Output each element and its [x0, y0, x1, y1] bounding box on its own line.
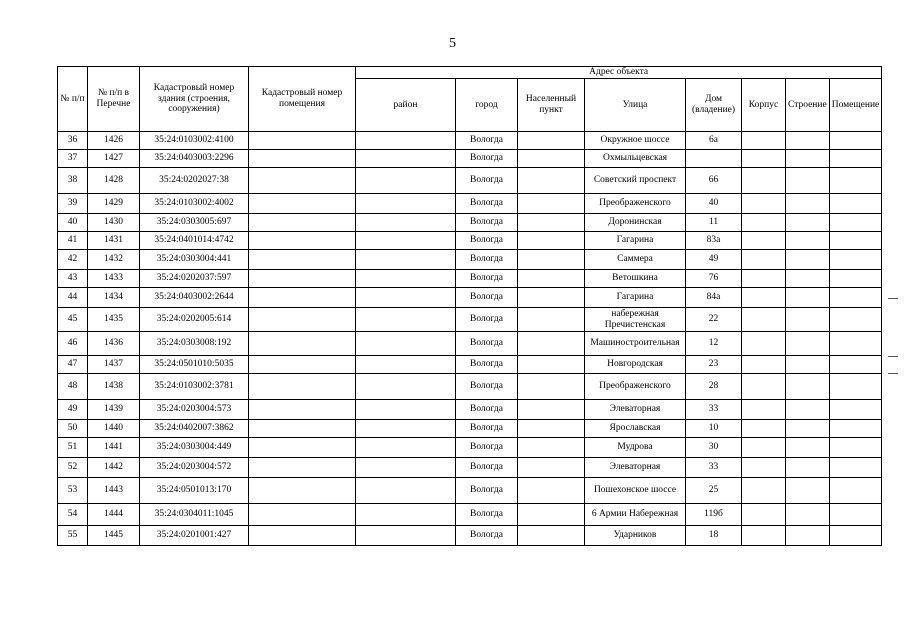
cell-settlement [518, 504, 585, 526]
cell-building [786, 478, 830, 504]
cell-list-num: 1435 [88, 308, 140, 332]
cell-num: 47 [58, 356, 88, 374]
cell-settlement [518, 458, 585, 478]
cell-building [786, 526, 830, 546]
cell-premises [829, 232, 882, 250]
cell-street: Преображенского [585, 194, 686, 214]
table-row [58, 250, 882, 270]
header-building: Строение [786, 78, 830, 131]
cell-street: Охмыльцевская [585, 150, 686, 168]
cell-building [786, 214, 830, 232]
cell-list-num: 1443 [88, 478, 140, 504]
cell-cad-number: 35:24:0103002:4100 [140, 132, 249, 150]
header-settlement: Населенный пункт [518, 78, 585, 131]
cell-num: 37 [58, 150, 88, 168]
cell-house: 33 [686, 458, 742, 478]
cell-cad-room [249, 214, 356, 232]
cell-district [356, 250, 456, 270]
cell-settlement [518, 150, 585, 168]
cell-num: 46 [58, 332, 88, 356]
cell-cad-room [249, 308, 356, 332]
cell-cad-number: 35:24:0303008:192 [140, 332, 249, 356]
cell-district [356, 168, 456, 194]
cell-city: Вологда [456, 374, 518, 400]
cell-list-num: 1437 [88, 356, 140, 374]
cell-korpus [742, 250, 786, 270]
cell-korpus [742, 308, 786, 332]
cell-street: Ветошкина [585, 270, 686, 288]
cell-house: 49 [686, 250, 742, 270]
cell-house: 83а [686, 232, 742, 250]
table-body [58, 132, 882, 546]
cell-house: 28 [686, 374, 742, 400]
cell-street: Пошехонское шоссе [585, 478, 686, 504]
cell-settlement [518, 420, 585, 438]
cell-cad-number: 35:24:0401014:4742 [140, 232, 249, 250]
cell-korpus [742, 458, 786, 478]
cell-settlement [518, 232, 585, 250]
cell-premises [829, 270, 882, 288]
cell-district [356, 270, 456, 288]
table-row [58, 308, 882, 332]
cell-settlement [518, 356, 585, 374]
cell-street: Саммера [585, 250, 686, 270]
cell-street: Мудрова [585, 438, 686, 458]
cell-list-num: 1445 [88, 526, 140, 546]
cell-settlement [518, 478, 585, 504]
cell-house: 119б [686, 504, 742, 526]
cell-cad-room [249, 168, 356, 194]
cell-city: Вологда [456, 270, 518, 288]
cell-city: Вологда [456, 168, 518, 194]
cell-district [356, 132, 456, 150]
cell-num: 42 [58, 250, 88, 270]
cell-korpus [742, 356, 786, 374]
cell-korpus [742, 150, 786, 168]
cell-cad-room [249, 458, 356, 478]
cell-list-num: 1432 [88, 250, 140, 270]
cell-street: Машиностроительная [585, 332, 686, 356]
cell-city: Вологда [456, 332, 518, 356]
cell-premises [829, 308, 882, 332]
cell-korpus [742, 194, 786, 214]
cell-num: 48 [58, 374, 88, 400]
cell-cad-room [249, 504, 356, 526]
cell-house: 84а [686, 288, 742, 308]
cell-street: Гагарина [585, 288, 686, 308]
table-row [58, 150, 882, 168]
cell-cad-number: 35:24:0103002:3781 [140, 374, 249, 400]
cell-korpus [742, 400, 786, 420]
cell-list-num: 1426 [88, 132, 140, 150]
cell-house: 18 [686, 526, 742, 546]
table-header [58, 67, 882, 132]
cell-district [356, 332, 456, 356]
cell-street: 6 Армии Набережная [585, 504, 686, 526]
cell-premises [829, 332, 882, 356]
cell-num: 43 [58, 270, 88, 288]
cell-city: Вологда [456, 458, 518, 478]
cell-list-num: 1438 [88, 374, 140, 400]
cell-premises [829, 150, 882, 168]
cell-cad-number: 35:24:0202005:614 [140, 308, 249, 332]
cell-settlement [518, 250, 585, 270]
cell-city: Вологда [456, 132, 518, 150]
cell-city: Вологда [456, 288, 518, 308]
cell-district [356, 150, 456, 168]
scan-artifact [888, 298, 898, 299]
cell-cad-number: 35:24:0203004:572 [140, 458, 249, 478]
cell-district [356, 420, 456, 438]
cell-building [786, 356, 830, 374]
cell-num: 40 [58, 214, 88, 232]
cell-building [786, 332, 830, 356]
cell-cad-room [249, 250, 356, 270]
cell-settlement [518, 400, 585, 420]
cell-list-num: 1440 [88, 420, 140, 438]
cell-num: 50 [58, 420, 88, 438]
cell-house: 66 [686, 168, 742, 194]
cell-building [786, 250, 830, 270]
cell-street: Ярославская [585, 420, 686, 438]
cell-premises [829, 168, 882, 194]
cell-building [786, 504, 830, 526]
cell-premises [829, 214, 882, 232]
cell-cad-room [249, 132, 356, 150]
cell-list-num: 1444 [88, 504, 140, 526]
cell-korpus [742, 332, 786, 356]
cell-cad-room [249, 232, 356, 250]
cell-cad-room [249, 194, 356, 214]
cell-district [356, 288, 456, 308]
cell-cad-number: 35:24:0203004:573 [140, 400, 249, 420]
table-row [58, 438, 882, 458]
cell-num: 51 [58, 438, 88, 458]
header-street: Улица [585, 78, 686, 131]
cell-street: Элеваторная [585, 400, 686, 420]
scan-artifact [888, 373, 898, 374]
cell-list-num: 1428 [88, 168, 140, 194]
cell-num: 36 [58, 132, 88, 150]
cell-house: 10 [686, 420, 742, 438]
cell-building [786, 288, 830, 308]
cell-building [786, 400, 830, 420]
cell-korpus [742, 168, 786, 194]
table-row [58, 400, 882, 420]
cell-city: Вологда [456, 250, 518, 270]
cell-city: Вологда [456, 356, 518, 374]
cell-house: 33 [686, 400, 742, 420]
table-row [58, 194, 882, 214]
cell-city: Вологда [456, 526, 518, 546]
cell-settlement [518, 288, 585, 308]
cell-korpus [742, 214, 786, 232]
cell-num: 45 [58, 308, 88, 332]
cell-korpus [742, 270, 786, 288]
cell-cad-room [249, 374, 356, 400]
cell-premises [829, 194, 882, 214]
table-row [58, 420, 882, 438]
table-row [58, 232, 882, 250]
cell-cad-number: 35:24:0303004:449 [140, 438, 249, 458]
cell-house: 76 [686, 270, 742, 288]
cell-korpus [742, 232, 786, 250]
cell-premises [829, 420, 882, 438]
cell-settlement [518, 308, 585, 332]
cell-cad-room [249, 478, 356, 504]
cell-settlement [518, 194, 585, 214]
cell-city: Вологда [456, 214, 518, 232]
cell-cad-number: 35:24:0303005:697 [140, 214, 249, 232]
table-row [58, 168, 882, 194]
cell-cad-room [249, 400, 356, 420]
cell-building [786, 232, 830, 250]
cell-premises [829, 458, 882, 478]
header-korpus: Корпус [742, 78, 786, 131]
cell-street: набережная Пречистенская [585, 308, 686, 332]
cell-district [356, 458, 456, 478]
cell-house [686, 150, 742, 168]
cell-district [356, 400, 456, 420]
cell-settlement [518, 332, 585, 356]
cell-city: Вологда [456, 420, 518, 438]
table-row [58, 374, 882, 400]
cell-premises [829, 356, 882, 374]
cell-building [786, 168, 830, 194]
header-num: № п/п [58, 67, 88, 132]
table-row [58, 132, 882, 150]
cell-house: 23 [686, 356, 742, 374]
cell-district [356, 232, 456, 250]
cell-house: 22 [686, 308, 742, 332]
cell-street: Советский проспект [585, 168, 686, 194]
cell-korpus [742, 132, 786, 150]
cell-city: Вологда [456, 232, 518, 250]
cell-street: Доронинская [585, 214, 686, 232]
cell-list-num: 1429 [88, 194, 140, 214]
table-row [58, 478, 882, 504]
cell-cad-number: 35:24:0202027:38 [140, 168, 249, 194]
cell-settlement [518, 168, 585, 194]
cell-district [356, 374, 456, 400]
cell-num: 52 [58, 458, 88, 478]
cell-cad-number: 35:24:0103002:4002 [140, 194, 249, 214]
cell-list-num: 1431 [88, 232, 140, 250]
cell-house: 25 [686, 478, 742, 504]
cell-district [356, 194, 456, 214]
cell-street: Преображенского [585, 374, 686, 400]
cell-street: Элеваторная [585, 458, 686, 478]
cell-list-num: 1439 [88, 400, 140, 420]
table-row [58, 356, 882, 374]
cell-list-num: 1434 [88, 288, 140, 308]
cell-cad-room [249, 288, 356, 308]
cell-list-num: 1427 [88, 150, 140, 168]
table-row [58, 214, 882, 232]
cell-city: Вологда [456, 438, 518, 458]
cell-house: 11 [686, 214, 742, 232]
table-row [58, 526, 882, 546]
cell-district [356, 356, 456, 374]
cell-city: Вологда [456, 150, 518, 168]
cell-premises [829, 374, 882, 400]
cell-premises [829, 504, 882, 526]
cell-district [356, 308, 456, 332]
cell-settlement [518, 132, 585, 150]
cell-list-num: 1433 [88, 270, 140, 288]
cell-list-num: 1430 [88, 214, 140, 232]
cell-premises [829, 478, 882, 504]
cell-list-num: 1436 [88, 332, 140, 356]
header-city: город [456, 78, 518, 131]
cell-street: Гагарина [585, 232, 686, 250]
cell-settlement [518, 374, 585, 400]
cell-cad-room [249, 420, 356, 438]
cell-district [356, 504, 456, 526]
cell-cad-number: 35:24:0303004:441 [140, 250, 249, 270]
cell-settlement [518, 526, 585, 546]
cell-cad-number: 35:24:0501010:5035 [140, 356, 249, 374]
cell-num: 39 [58, 194, 88, 214]
cell-premises [829, 400, 882, 420]
cell-list-num: 1441 [88, 438, 140, 458]
cell-cad-room [249, 356, 356, 374]
cell-premises [829, 132, 882, 150]
header-house: Дом (владение) [686, 78, 742, 131]
cell-cad-room [249, 526, 356, 546]
cell-building [786, 150, 830, 168]
cell-premises [829, 250, 882, 270]
cell-building [786, 420, 830, 438]
cell-korpus [742, 438, 786, 458]
cell-house: 6а [686, 132, 742, 150]
cell-district [356, 526, 456, 546]
cell-district [356, 438, 456, 458]
cell-premises [829, 438, 882, 458]
cell-cad-number: 35:24:0402007:3862 [140, 420, 249, 438]
cell-settlement [518, 214, 585, 232]
cell-building [786, 270, 830, 288]
cell-korpus [742, 526, 786, 546]
table-row [58, 270, 882, 288]
cell-korpus [742, 504, 786, 526]
cell-settlement [518, 438, 585, 458]
header-district: район [356, 78, 456, 131]
cell-building [786, 458, 830, 478]
cell-house: 12 [686, 332, 742, 356]
cell-premises [829, 526, 882, 546]
objects-table [57, 66, 882, 546]
cell-cad-room [249, 332, 356, 356]
cell-building [786, 308, 830, 332]
table-row [58, 288, 882, 308]
cell-num: 49 [58, 400, 88, 420]
cell-cad-number: 35:24:0202037:597 [140, 270, 249, 288]
cell-building [786, 438, 830, 458]
cell-cad-number: 35:24:0403003:2296 [140, 150, 249, 168]
cell-cad-room [249, 150, 356, 168]
cell-city: Вологда [456, 308, 518, 332]
header-cad-building: Кадастровый номер здания (строения, сооружения) [140, 67, 249, 132]
table-row [58, 504, 882, 526]
cell-street: Новгородская [585, 356, 686, 374]
cell-num: 54 [58, 504, 88, 526]
cell-num: 55 [58, 526, 88, 546]
table-row [58, 332, 882, 356]
cell-korpus [742, 374, 786, 400]
cell-city: Вологда [456, 478, 518, 504]
cell-cad-number: 35:24:0304011:1045 [140, 504, 249, 526]
cell-korpus [742, 420, 786, 438]
cell-premises [829, 288, 882, 308]
header-room: Помещение [829, 78, 882, 131]
cell-city: Вологда [456, 194, 518, 214]
cell-building [786, 132, 830, 150]
cell-list-num: 1442 [88, 458, 140, 478]
header-list-num: № п/п в Перечне [88, 67, 140, 132]
cell-num: 41 [58, 232, 88, 250]
cell-cad-room [249, 270, 356, 288]
cell-settlement [518, 270, 585, 288]
cell-building [786, 194, 830, 214]
cell-city: Вологда [456, 504, 518, 526]
cell-num: 53 [58, 478, 88, 504]
cell-cad-number: 35:24:0201001:427 [140, 526, 249, 546]
cell-num: 44 [58, 288, 88, 308]
cell-street: Ударников [585, 526, 686, 546]
cell-house: 30 [686, 438, 742, 458]
cell-num: 38 [58, 168, 88, 194]
cell-building [786, 374, 830, 400]
cell-district [356, 214, 456, 232]
cell-district [356, 478, 456, 504]
header-address-group: Адрес объекта [356, 67, 882, 79]
cell-korpus [742, 288, 786, 308]
header-cad-room: Кадастровый номер помещения [249, 67, 356, 132]
page-number: 5 [449, 36, 456, 51]
cell-house: 40 [686, 194, 742, 214]
cell-cad-number: 35:24:0403002:2644 [140, 288, 249, 308]
cell-street: Окружное шоссе [585, 132, 686, 150]
cell-city: Вологда [456, 400, 518, 420]
table-row [58, 458, 882, 478]
cell-korpus [742, 478, 786, 504]
cell-cad-number: 35:24:0501013:170 [140, 478, 249, 504]
cell-cad-room [249, 438, 356, 458]
scan-artifact [888, 356, 898, 357]
